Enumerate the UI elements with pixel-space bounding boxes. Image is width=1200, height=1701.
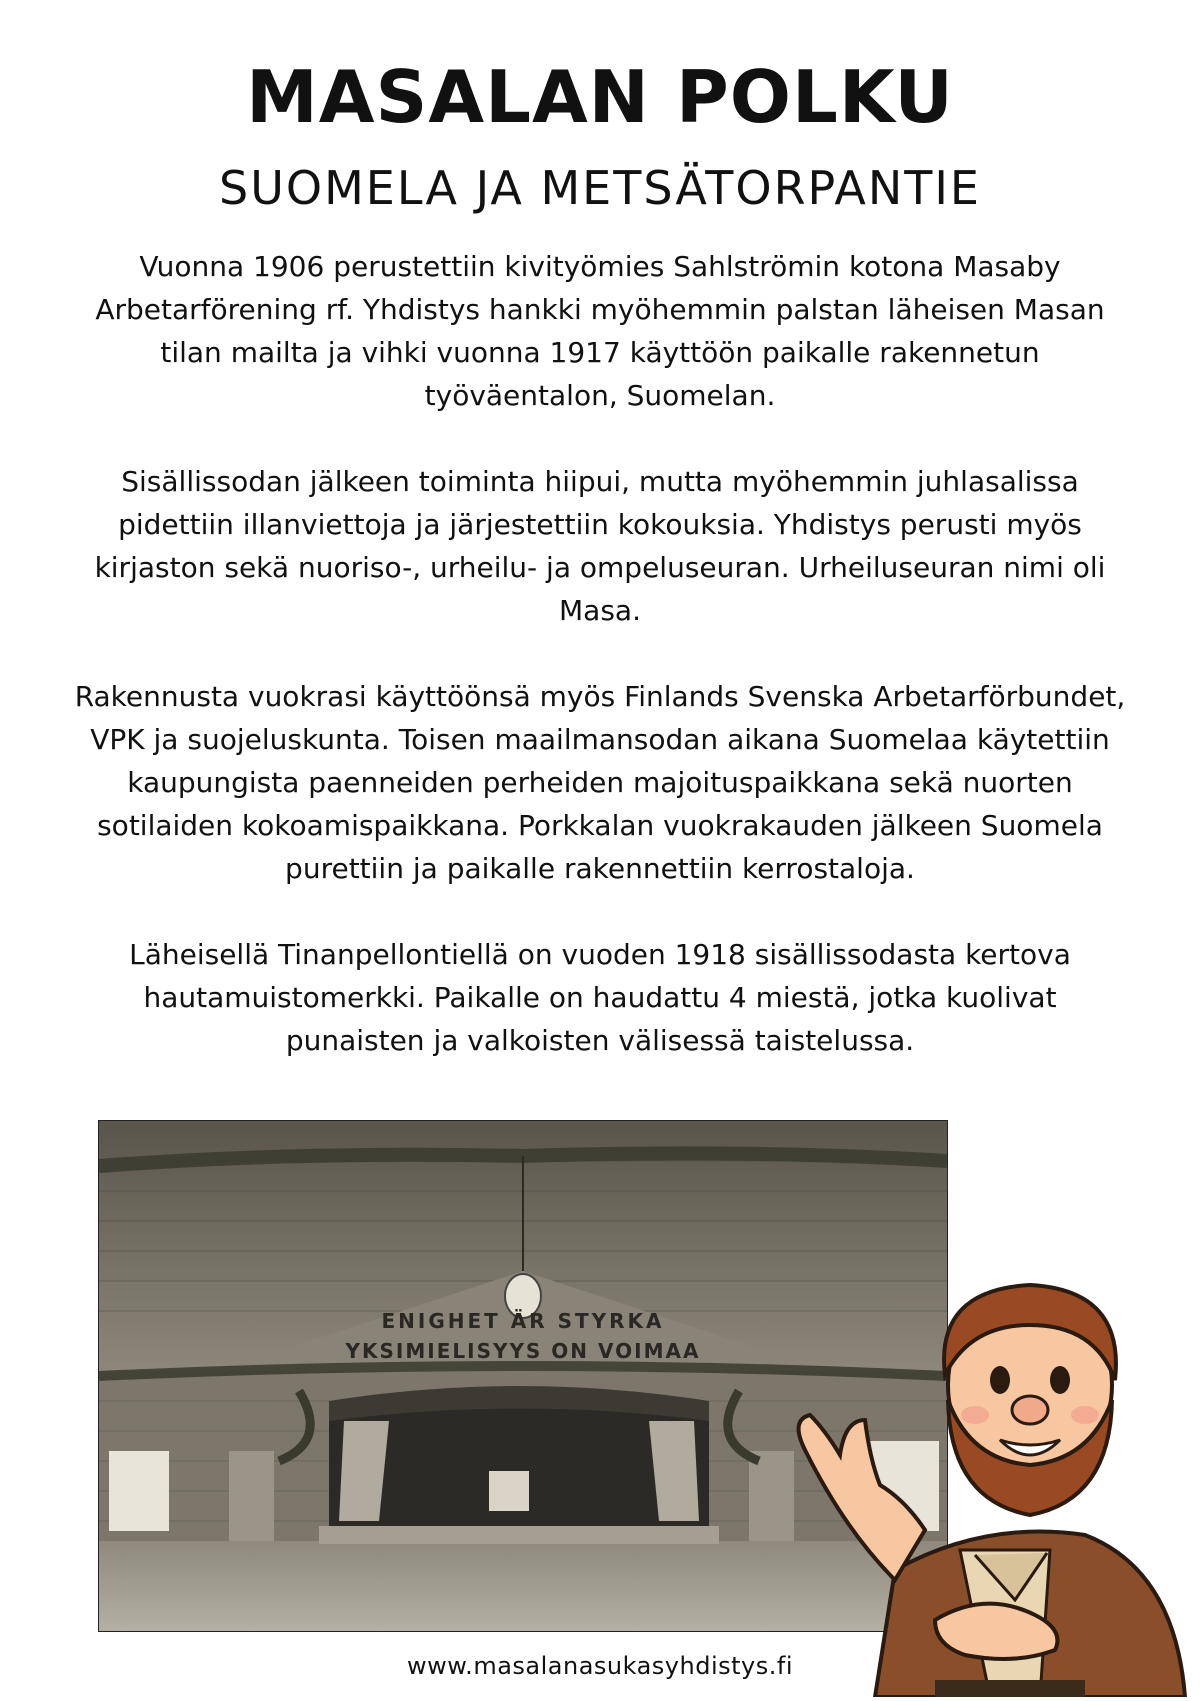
paragraph-1: Vuonna 1906 perustettiin kivityömies Sahlströmin kotona Masaby Arbetarförening rf. Yhdistys hankki myöhemmin palstan läheisen Masan tilan mailta ja vihki vuonna 1917 käyttöön paikalle rakennetun työväentalon, Suomelan. (95, 250, 1105, 412)
page-subtitle: SUOMELA JA METSÄTORPANTIE (219, 161, 981, 215)
paragraph-4: Läheisellä Tinanpellontiellä on vuoden 1918 sisällissodasta kertova hautamuistomerkki. Paikalle on haudattu 4 miestä, jotka kuolivat punaisten ja valkoisten välisessä taistelussa. (129, 938, 1071, 1057)
paragraph-3: Rakennusta vuokrasi käyttöönsä myös Finlands Svenska Arbetarförbundet, VPK ja suojeluskunta. Toisen maailmansodan aikana Suomelaa käytettiin kaupungista paenneiden perheiden majoituspaikkana sekä nuorten sotilaiden kokoamispaikkana. Porkkalan vuokrakauden jälkeen Suomela purettiin ja paikalle rakennettiin kerrostaloja. (74, 680, 1126, 885)
paragraph-2: Sisällissodan jälkeen toiminta hiipui, mutta myöhemmin juhlasalissa pidettiin illanviettoja ja järjestettiin kokouksia. Yhdistys perusti myös kirjaston sekä nuoriso-, urheilu- ja ompeluseuran. Urheiluseuran nimi oli Masa. (94, 465, 1106, 627)
banner-text-swedish: ENIGHET ÄR STYRKA (381, 1309, 665, 1333)
website-url[interactable]: www.masalanasukasyhdistys.fi (407, 1652, 793, 1680)
article-body (70, 245, 1130, 1105)
bearded-man-mascot-illustration (785, 1270, 1200, 1697)
banner-text-finnish: YKSIMIELISYYS ON VOIMAA (345, 1339, 701, 1363)
page-title: MASALAN POLKU (246, 55, 954, 139)
